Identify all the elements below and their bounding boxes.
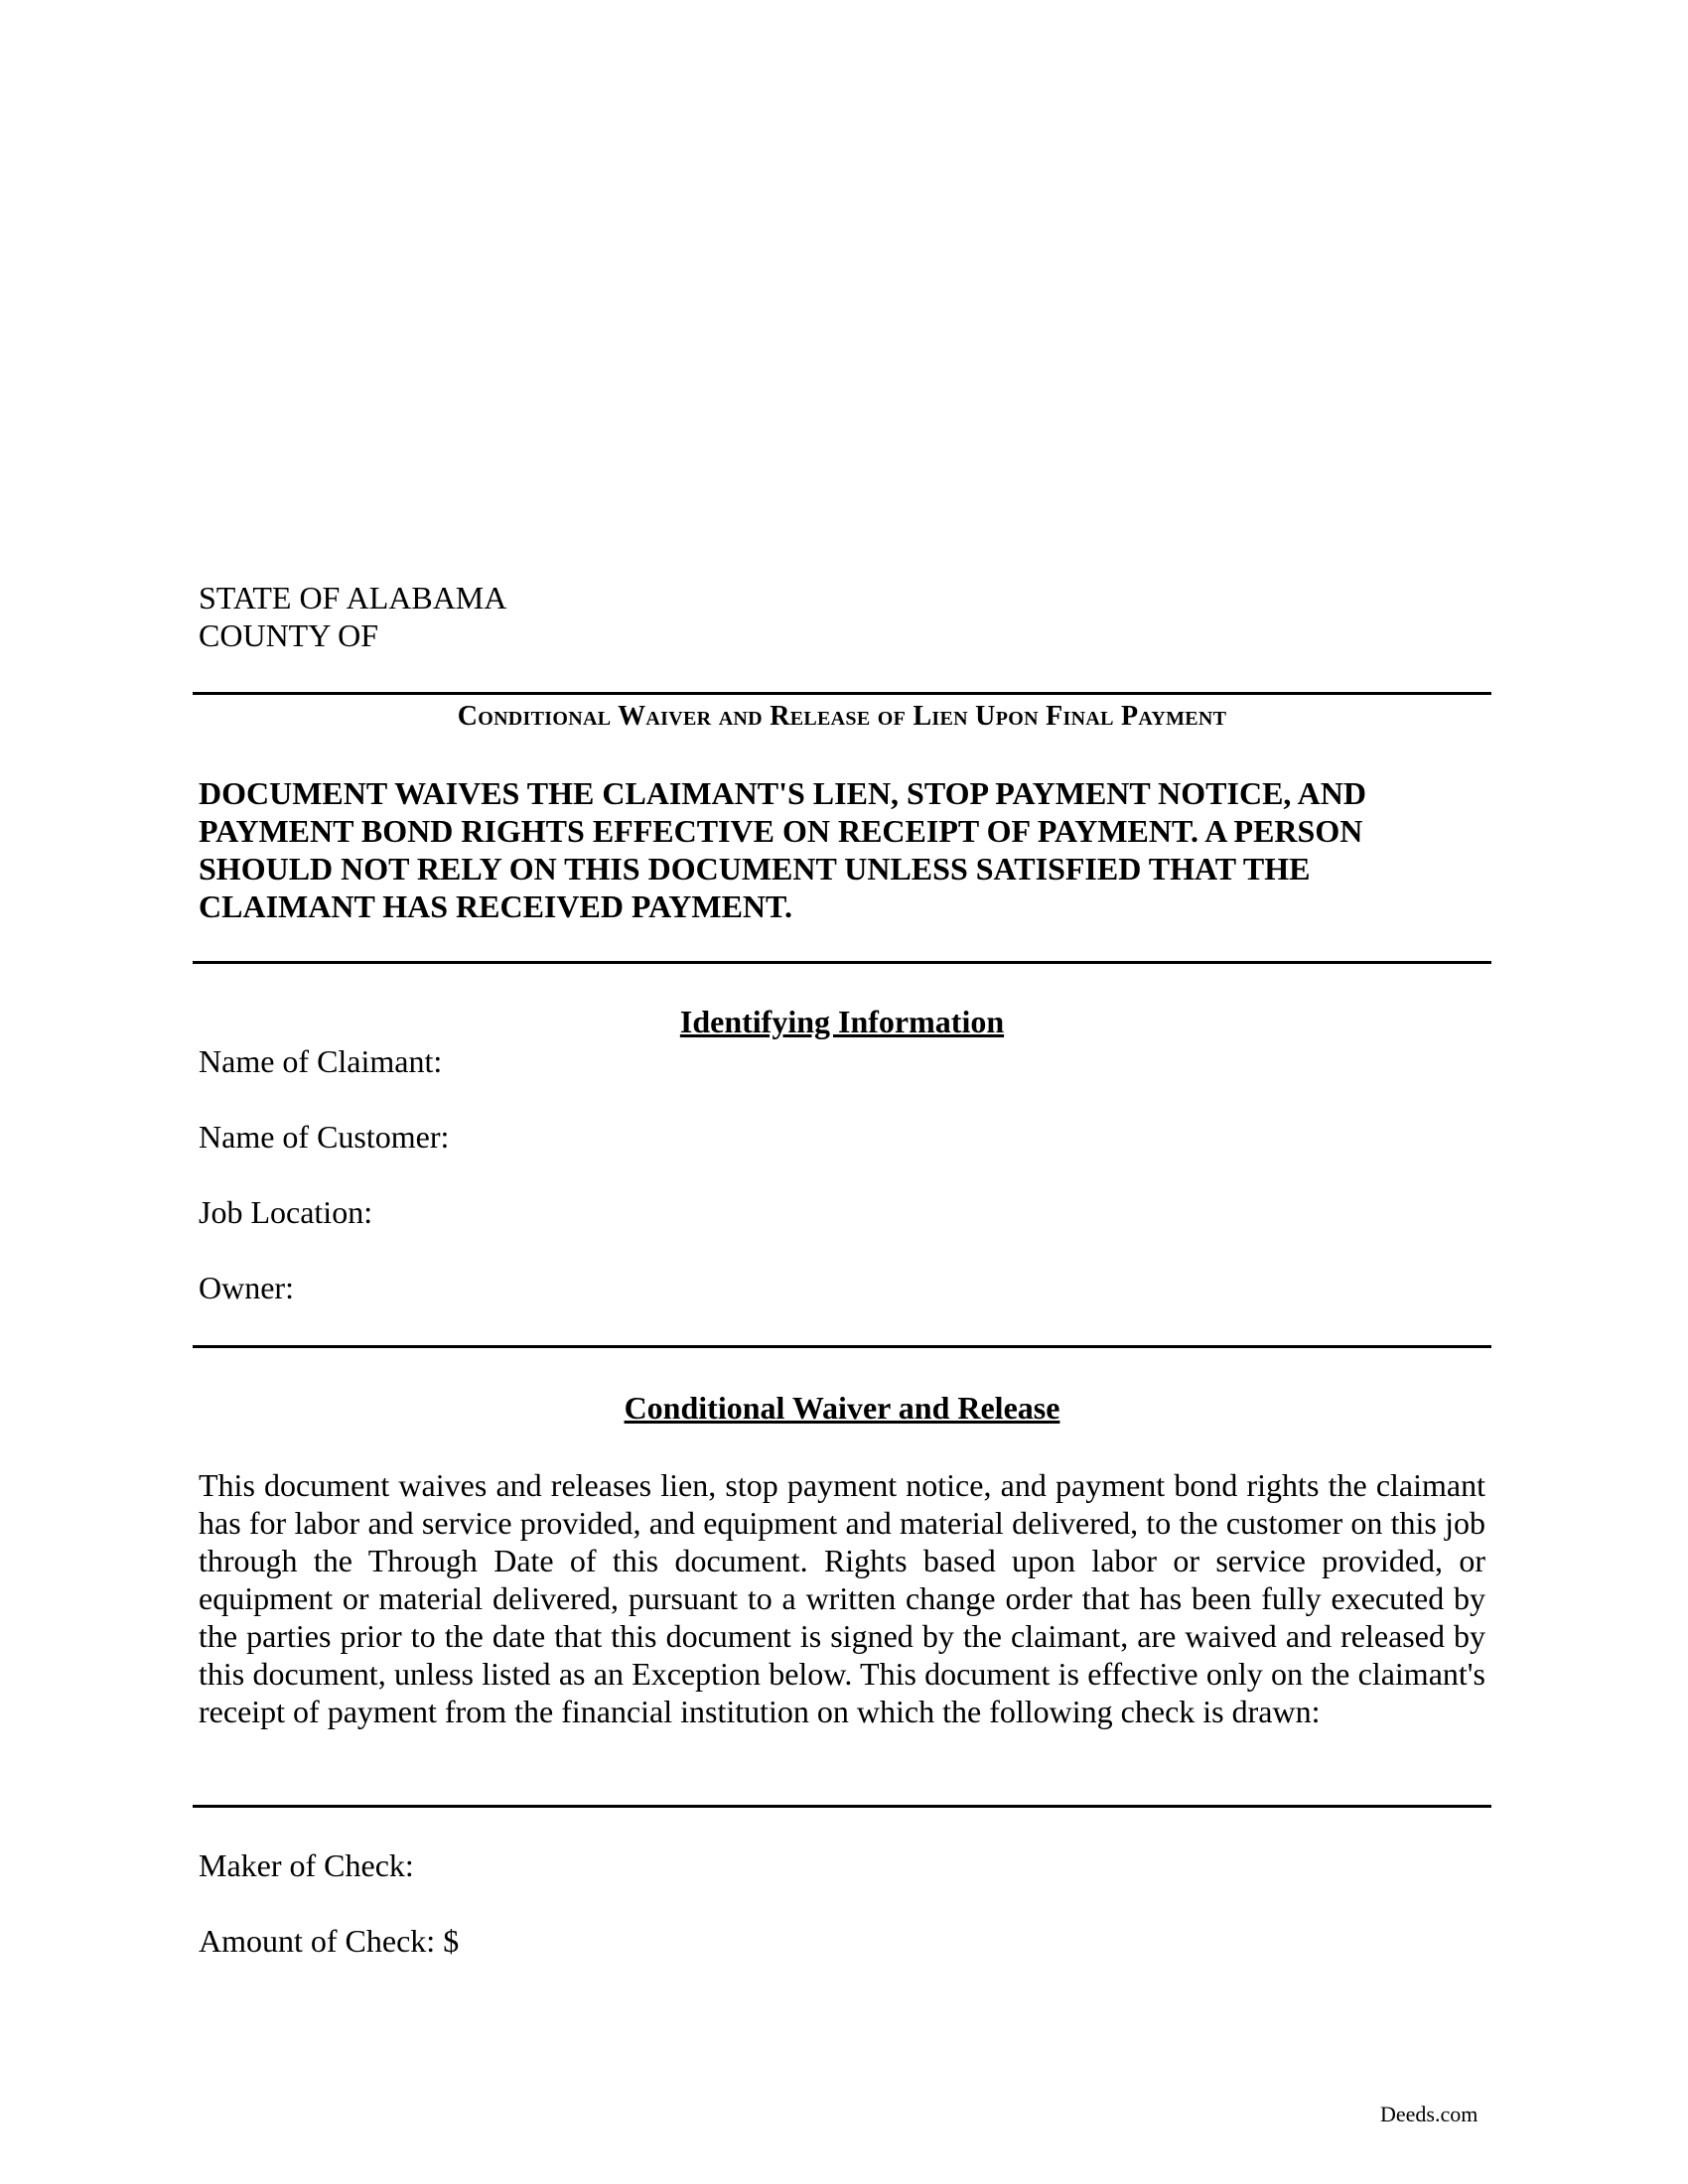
- claimant-field: Name of Claimant:: [199, 1043, 443, 1079]
- warning-notice: DOCUMENT WAIVES THE CLAIMANT'S LIEN, STOP PAYMENT NOTICE, AND PAYMENT BOND RIGHTS EFFECTIVE ON RECEIPT OF PAYMENT. A PERSON SHOULD NOT RELY ON THIS DOCUMENT UNLESS SATISFIED THAT THE CLAIMANT HAS RECEIVED PAYMENT.: [199, 775, 1366, 924]
- footer-watermark: Deeds.com: [1380, 2102, 1478, 2126]
- owner-field: Owner:: [199, 1270, 294, 1305]
- amount-of-check-field: Amount of Check: $: [199, 1923, 460, 1959]
- maker-of-check-field: Maker of Check:: [199, 1847, 414, 1883]
- divider-release: [193, 1805, 1491, 1808]
- divider-identifying: [193, 1345, 1491, 1348]
- identifying-heading: Identifying Information: [679, 1004, 1005, 1039]
- state-line: STATE OF ALABAMA: [199, 580, 507, 615]
- customer-field: Name of Customer:: [199, 1119, 450, 1155]
- release-heading: Conditional Waiver and Release: [624, 1390, 1060, 1426]
- divider-warning: [193, 961, 1491, 964]
- job-location-field: Job Location:: [199, 1194, 373, 1230]
- divider-top: [193, 692, 1491, 695]
- document-title: Conditional Waiver and Release of Lien Upon Final Payment: [457, 701, 1227, 732]
- release-paragraph: This document waives and releases lien, stop payment notice, and payment bond rights the claimant has for labor and service provided, and equipment and material delivered, to the customer on this job through the Through Date of this document. Rights based upon labor or service provided, or equipment or material delivered, pursuant to a written change order that has been fully executed by the parties prior to the date that this document is signed by the claimant, are waived and released by this document, unless listed as an Exception below. This document is effective only on the claimant's receipt of payment from the financial institution on which the following check is drawn:: [199, 1467, 1485, 1729]
- county-line: COUNTY OF: [199, 617, 379, 653]
